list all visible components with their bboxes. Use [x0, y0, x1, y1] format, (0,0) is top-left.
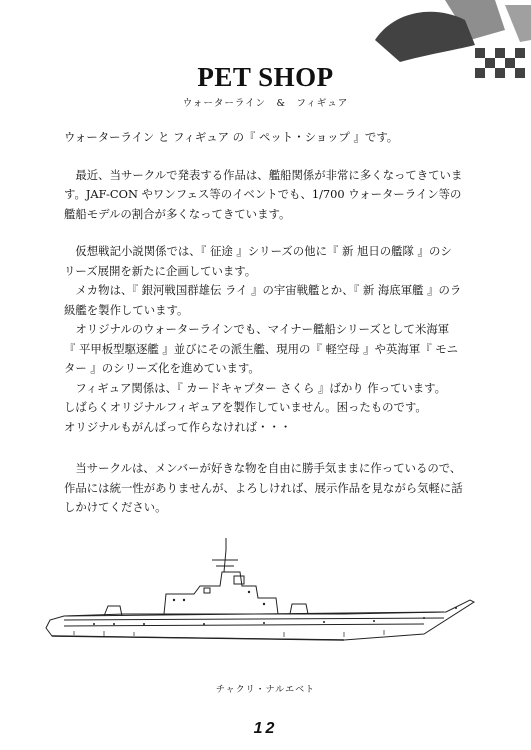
- paragraph-line: リーズ展開を新たに企画しています。: [64, 263, 257, 278]
- paragraph-line: メカ物は、『 銀河戦国群雄伝 ライ 』の宇宙戦艦とか、『 新 海底軍艦 』のラ: [64, 283, 462, 297]
- paragraph-line: 仮想戦記小説関係では、『 征途 』シリーズの他に『 新 旭日の艦隊 』のシ: [64, 244, 452, 258]
- paragraph-line: 艦船モデルの割合が多くなってきています。: [64, 206, 291, 221]
- paragraph-line: 作品には統一性がありませんが、よろしければ、展示作品を見ながら気軽に話: [64, 480, 463, 495]
- paragraph-line: す。JAF-CON やワンフェス等のイベントでも、1/700 ウォーターライン等の: [64, 187, 462, 201]
- page-title: PET SHOP: [197, 62, 334, 92]
- paragraph-line: 最近、当サークルで発表する作品は、艦船関係が非常に多くなってきていま: [64, 167, 463, 182]
- paragraph-line: しばらくオリジナルフィギュアを製作していません。困ったものです。: [64, 400, 427, 414]
- illustration-caption: チャクリ・ナルエベト: [215, 685, 316, 695]
- paragraph-line: オリジナルのウォーターラインでも、マイナー艦船シリーズとして米海軍: [64, 322, 450, 336]
- intro-line: ウォーターライン と フィギュア の『 ペット・ショップ 』です。: [64, 130, 399, 144]
- page-subtitle: ウォーターライン & フィギュア: [182, 98, 349, 109]
- page-number: 12: [253, 720, 278, 737]
- paragraph-line: 級艦を製作しています。: [64, 302, 189, 317]
- paragraph-line: ター 』のシリーズ化を進めています。: [64, 361, 260, 375]
- paragraph-line: しかけてください。: [64, 500, 167, 514]
- paragraph-line: フィギュア関係は、『 カードキャプター さくら 』ばかり 作っています。: [64, 380, 447, 395]
- aircraft-carrier-illustration: [44, 536, 484, 656]
- paragraph-line: 『 平甲板型駆逐艦 』並びにその派生艦、現用の『 軽空母 』や英海軍『 モニ: [64, 341, 458, 356]
- paragraph-line: 当サークルは、メンバーが好きな物を自由に勝手気ままに作っているので、: [64, 461, 462, 475]
- paragraph-line: オリジナルもがんばって作らなければ・・・: [64, 419, 292, 434]
- body-text: [64, 128, 484, 518]
